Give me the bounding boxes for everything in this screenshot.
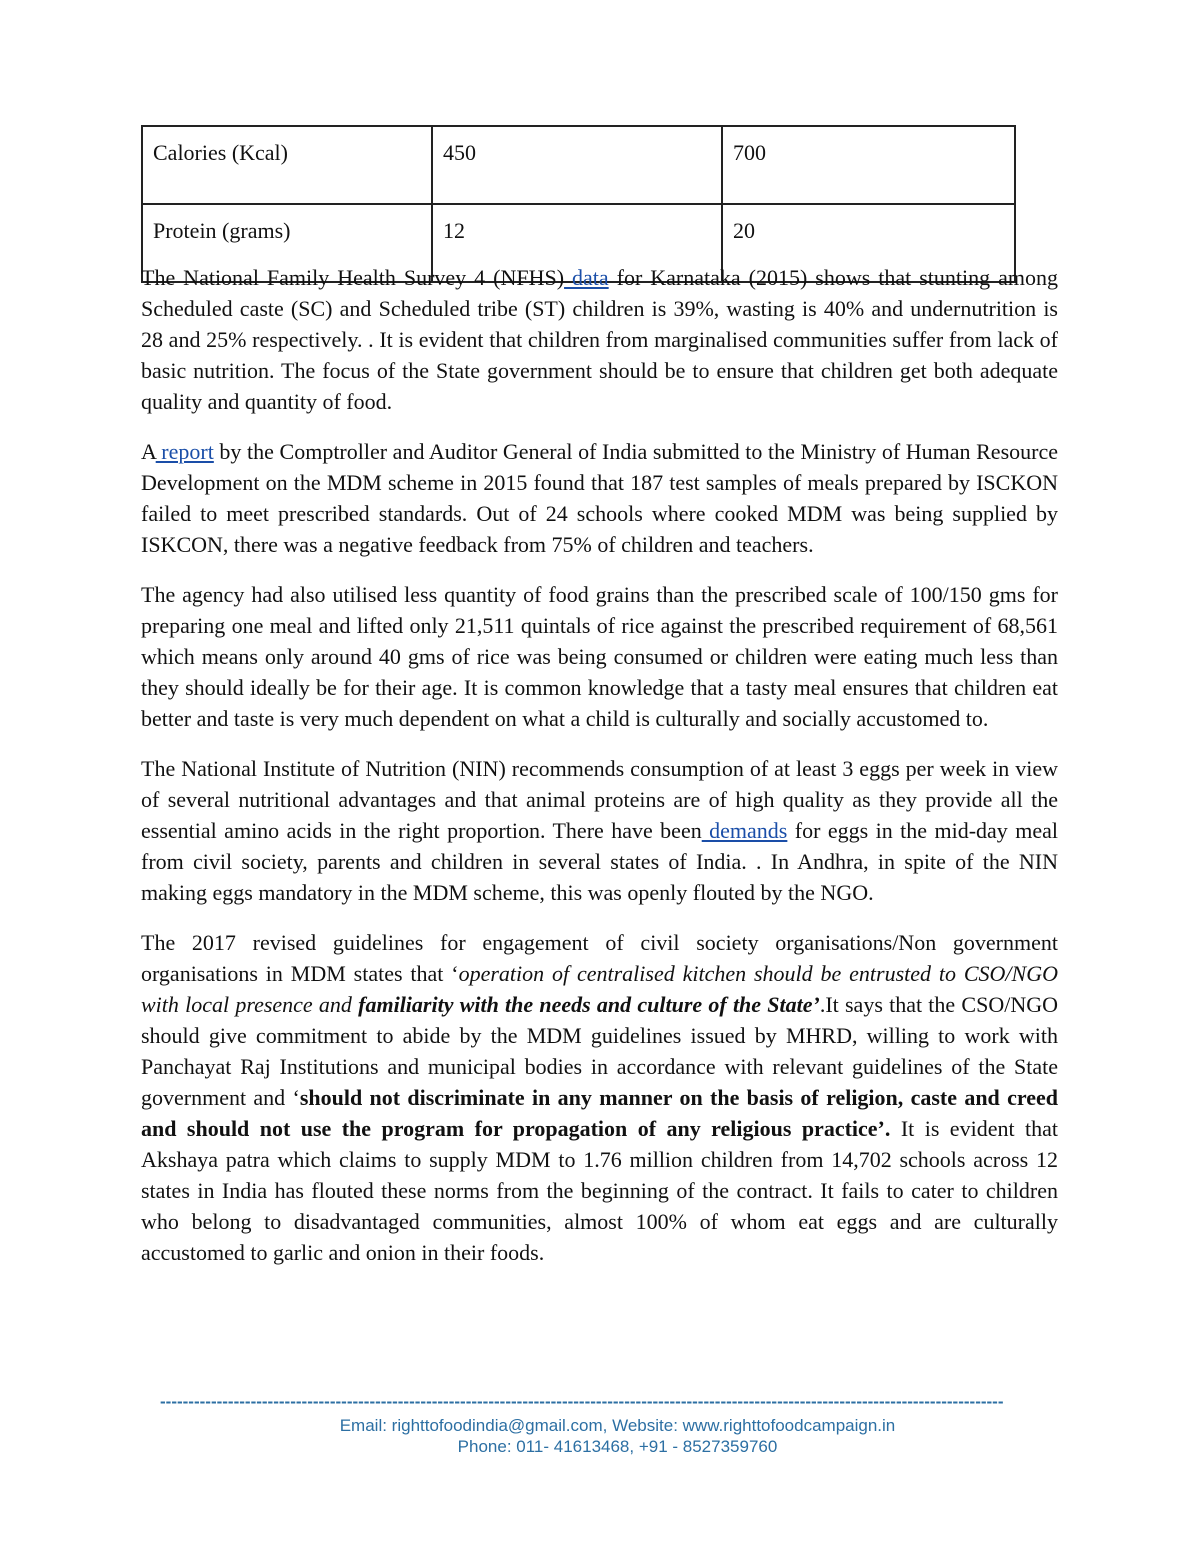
footer-phone-line: Phone: 011- 41613468, +91 - 8527359760	[457, 1437, 778, 1456]
data-link[interactable]: data	[564, 265, 609, 290]
paragraph-food-grains: The agency had also utilised less quantity of food grains than the prescribed scale of 100/150 gms for preparing one meal and lifted only 21,511 quintals of rice against the prescribed requirement of 68,561 which means only around 40 gms of rice was being consumed or children were eating much less than they should ideally be for their age. It is common knowledge that a tasty meal ensures that children eat better and taste is very much dependent on what a child is culturally and socially accustomed to.	[141, 582, 1058, 731]
italic-quote: operation of centralised kitchen should be entrusted to CSO/NGO with local presence and	[141, 961, 1058, 1017]
bold-quote: should not discriminate in any manner on the basis of religion, caste and creed and should not use the program for propagation of any religious practice’.	[141, 1085, 1059, 1141]
bold-italic-quote: familiarity with the needs and culture of the State’	[358, 992, 820, 1017]
table-cell: 12	[432, 204, 722, 282]
footer-email-line: Email: righttofoodindia@gmail.com, Website: www.righttofoodcampaign.in	[339, 1416, 896, 1435]
demands-link[interactable]: demands	[701, 818, 788, 843]
footer	[160, 1415, 1075, 1457]
paragraph-cag-report: A report by the Comptroller and Auditor General of India submitted to the Ministry of Human Resource Development on the MDM scheme in 2015 found that 187 test samples of meals prepared by ISCKON failed to meet prescribed standards. Out of 24 schools where cooked MDM was being supplied by ISKCON, there was a negative feedback from 75% of children and teachers.	[141, 439, 1058, 557]
table-cell: 20	[722, 204, 1015, 282]
paragraph-nfhs: The National Family Health Survey 4 (NFHS) data for Karnataka (2015) shows that stunting among Scheduled caste (SC) and Scheduled tribe (ST) children is 39%, wasting is 40% and undernutrition is 28 and 25% respectively. . It is evident that children from marginalised communities suffer from lack of basic nutrition. The focus of the State government should be to ensure that children get both adequate quality and quantity of food.	[141, 265, 1058, 414]
report-link[interactable]: report	[155, 439, 214, 464]
footer-divider: -----------------------------------------------------------------------------------------------------------------------------------------------------	[160, 1392, 1004, 1411]
nutrition-table	[141, 125, 1016, 283]
table-cell: Protein (grams)	[142, 204, 432, 282]
table-cell: 700	[722, 126, 1015, 204]
paragraph-guidelines: The 2017 revised guidelines for engagement of civil society organisations/Non government organisations in MDM states that ‘operation of centralised kitchen should be entrusted to CSO/NGO with local presence and familiarity with the needs and culture of the State’.It says that the CSO/NGO should give commitment to abide by the MDM guidelines issued by MHRD, willing to work with Panchayat Raj Institutions and municipal bodies in accordance with relevant guidelines of the State government and ‘should not discriminate in any manner on the basis of religion, caste and creed and should not use the program for propagation of any religious practice’. It is evident that Akshaya patra which claims to supply MDM to 1.76 million children from 14,702 schools across 12 states in India has flouted these norms from the beginning of the contract. It fails to cater to children who belong to disadvantaged communities, almost 100% of whom eat eggs and are culturally accustomed to garlic and onion in their foods.	[141, 930, 1059, 1265]
table-row	[142, 126, 1015, 204]
paragraph-nin-eggs: The National Institute of Nutrition (NIN) recommends consumption of at least 3 eggs per week in view of several nutritional advantages and that animal proteins are of high quality as they provide all the essential amino acids in the right proportion. There have been demands for eggs in the mid-day meal from civil society, parents and children in several states of India. . In Andhra, in spite of the NIN making eggs mandatory in the MDM scheme, this was openly flouted by the NGO.	[141, 756, 1058, 905]
table-cell: Calories (Kcal)	[142, 126, 432, 204]
body-text	[141, 262, 1058, 1287]
table-cell: 450	[432, 126, 722, 204]
